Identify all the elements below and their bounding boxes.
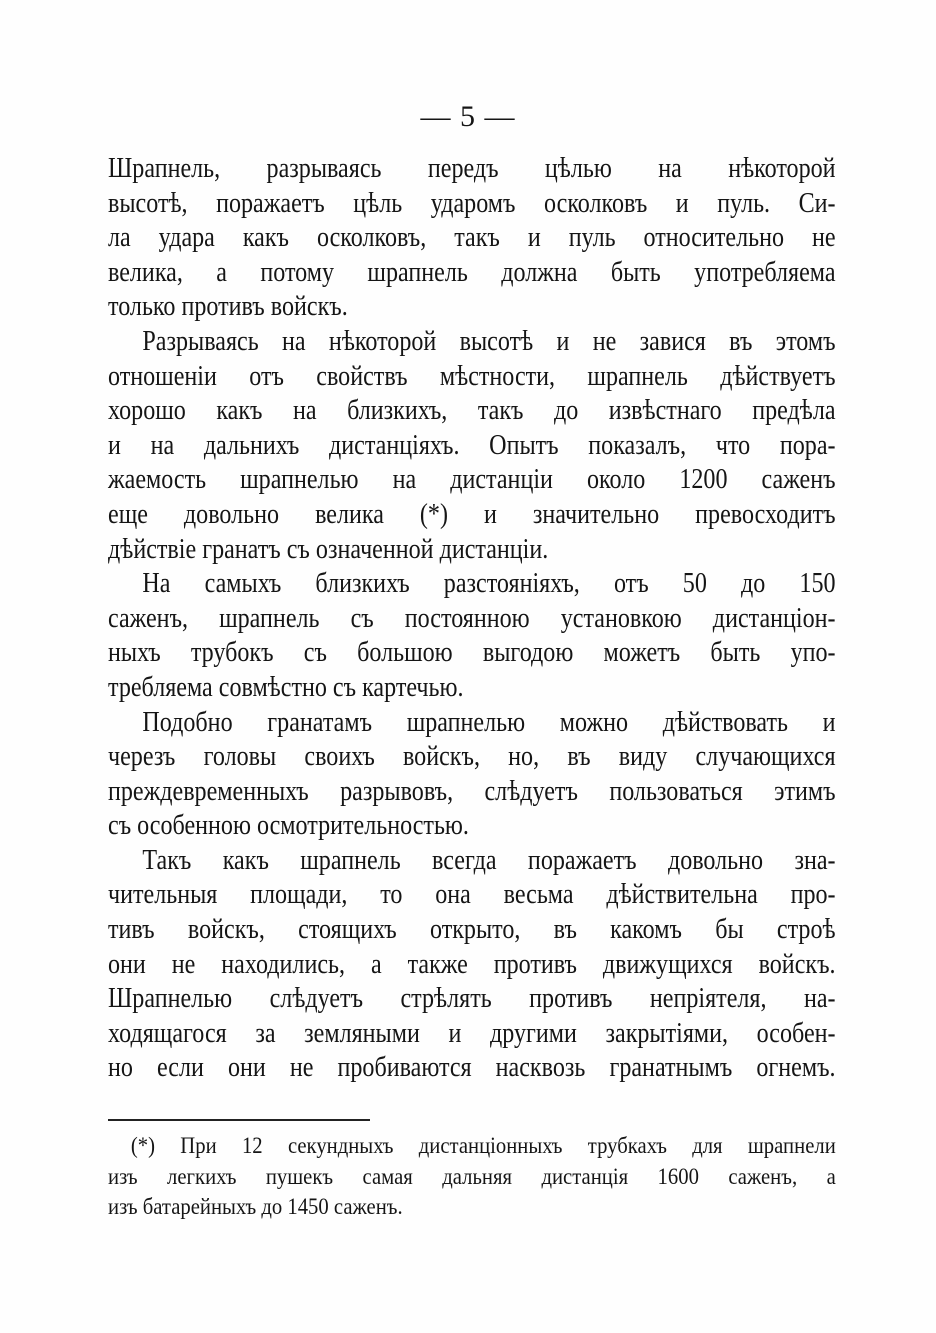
text-line: черезъ головы своихъ войскъ, но, въ виду случающихся xyxy=(108,741,836,773)
footnote xyxy=(108,1131,836,1223)
text-line: ла удара какъ осколковъ, такъ и пуль относительно не xyxy=(108,222,836,254)
text-line: преждевременныхъ разрывовъ, слѣдуетъ пользоваться этимъ xyxy=(108,775,836,807)
footnote-line: (*) При 12 секундныхъ дистанціонныхъ трубкахъ для шрапнели xyxy=(130,1133,836,1159)
text-line: Подобно гранатамъ шрапнелью можно дѣйствовать и xyxy=(142,706,836,738)
text-line: жаемость шрапнелью на дистанціи около 1200 саженъ xyxy=(108,464,836,496)
text-line: только противъ войскъ. xyxy=(108,291,348,323)
text-line: хорошо какъ на близкихъ, такъ до извѣстнаго предѣла xyxy=(108,395,836,427)
text-line: Шрапнелью слѣдуетъ стрѣлять противъ непріятеля, на- xyxy=(108,983,836,1015)
text-line: дѣйствіе гранатъ съ означенной дистанціи. xyxy=(108,533,549,565)
text-line: высотѣ, поражаетъ цѣль ударомъ осколковъ и пуль. Си- xyxy=(108,187,836,219)
text-line: Шрапнель, разрываясь передъ цѣлью на нѣкоторой xyxy=(108,153,836,184)
text-line: отношеніи отъ свойствъ мѣстности, шрапнель дѣйствуетъ xyxy=(108,360,836,392)
text-line: но если они не пробиваются насквозь гранатнымъ огнемъ. xyxy=(108,1052,836,1084)
text-line: Такъ какъ шрапнель всегда поражаетъ довольно зна- xyxy=(142,844,836,876)
text-line: велика, а потому шрапнель должна быть употребляема xyxy=(108,256,836,288)
footnote-divider xyxy=(108,1119,370,1121)
text-line: тивъ войскъ, стоящихъ открыто, въ какомъ бы строѣ xyxy=(108,914,836,946)
text-line: На самыхъ близкихъ разстояніяхъ, отъ 50 до 150 xyxy=(142,568,836,600)
text-line: ныхъ трубокъ съ большою выгодою можетъ быть упо- xyxy=(108,637,836,669)
text-line: ходящагося за земляными и другими закрытіями, особен- xyxy=(108,1017,836,1049)
text-line: саженъ, шрапнель съ постоянною установкою дистанціон- xyxy=(108,602,836,634)
text-line: чительныя площади, то она весьма дѣйствительна про- xyxy=(108,879,836,911)
text-line: еще довольно велика (*) и значительно превосходитъ xyxy=(108,498,836,530)
body-text xyxy=(108,152,836,1086)
footnote-line: изъ легкихъ пушекъ самая дальняя дистанція 1600 саженъ, а xyxy=(108,1163,836,1190)
text-line: требляема совмѣстно съ картечью. xyxy=(108,671,464,703)
text-line: они не находились, а также противъ движущихся войскъ. xyxy=(108,948,836,980)
footnote-line: изъ батарейныхъ до 1450 саженъ. xyxy=(108,1194,403,1220)
text-line: съ особенною осмотрительностью. xyxy=(108,810,469,842)
text-line: и на дальнихъ дистанціяхъ. Опытъ показалъ, что пора- xyxy=(108,429,836,461)
text-line: Разрываясь на нѣкоторой высотѣ и не завися въ этомъ xyxy=(142,325,836,357)
page-number: — 5 — xyxy=(420,100,516,133)
